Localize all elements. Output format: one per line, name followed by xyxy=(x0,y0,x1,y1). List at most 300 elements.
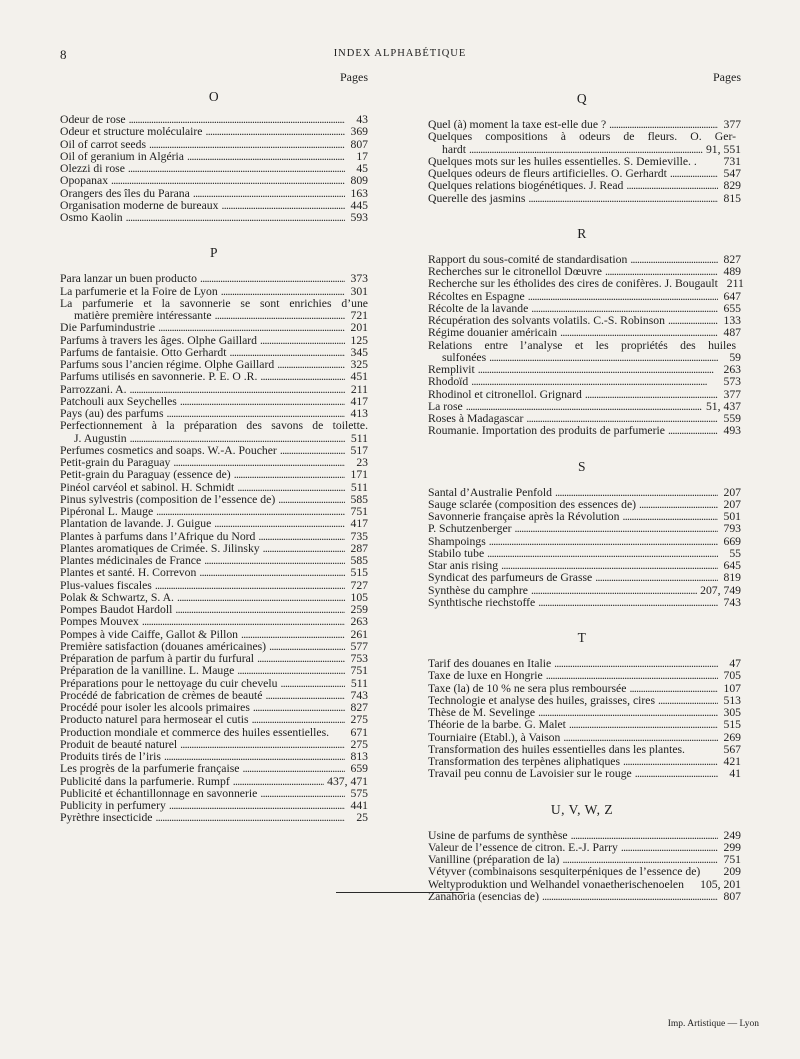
entry-title: Osmo Kaolin xyxy=(60,211,123,224)
entry-title: Usine de parfums de synthèse xyxy=(428,828,568,842)
entry-list xyxy=(60,114,368,224)
dot-leader xyxy=(149,139,345,151)
entry-row xyxy=(428,485,741,499)
entry-row xyxy=(60,322,368,334)
index-entry xyxy=(428,718,741,732)
entry-title: Petit-grain du Paraguay xyxy=(60,456,171,469)
dot-leader xyxy=(528,291,718,303)
entry-row xyxy=(60,776,368,788)
entry-row xyxy=(428,277,744,291)
entry-title: Produits tirés de l’iris xyxy=(60,750,161,763)
dot-leader xyxy=(668,425,718,437)
entry-page: 493 xyxy=(723,424,741,438)
index-entry xyxy=(428,485,741,499)
entry-title: Santal d’Australie Penfold xyxy=(428,485,552,499)
dot-leader xyxy=(158,322,345,334)
dot-leader xyxy=(469,144,703,156)
section-letter: O xyxy=(208,89,220,104)
entry-page: 209 xyxy=(723,865,741,879)
entry-title: Procédé pour isoler les alcools primaires xyxy=(60,701,250,714)
index-entry xyxy=(428,289,741,303)
dot-leader xyxy=(193,188,345,200)
index-entry xyxy=(428,424,741,438)
entry-list xyxy=(428,252,744,438)
dot-leader xyxy=(241,629,345,641)
dot-leader xyxy=(215,310,345,322)
entry-title: Valeur de l’essence de citron. E.-J. Parry xyxy=(428,840,618,854)
entry-page: 659 xyxy=(350,762,368,776)
entry-title: Pinus sylvestris (composition de l’essence de) xyxy=(60,492,276,506)
entry-row xyxy=(60,371,368,383)
entry-row xyxy=(60,335,368,347)
entry-title-line: La parfumerie et la savonnerie se sont enrichies d’une xyxy=(60,296,368,310)
entry-title: Oil of carrot seeds xyxy=(60,137,147,151)
bottom-rule xyxy=(336,892,464,893)
entry-title: Rhodinol et citronellol. Grignard xyxy=(428,387,582,401)
entry-title: Plus-values fiscales xyxy=(60,578,152,592)
entry-title: Thèse de M. Sevelinge xyxy=(428,706,536,719)
dot-leader xyxy=(237,482,345,494)
entry-page: 511 xyxy=(350,676,368,690)
index-entry xyxy=(60,727,368,739)
entry-row xyxy=(60,482,368,494)
entry-page: 735 xyxy=(350,529,368,543)
index-entry xyxy=(60,714,368,726)
entry-page: 585 xyxy=(350,492,368,506)
entry-title: J. Augustin xyxy=(74,431,127,445)
section-spacer xyxy=(428,609,736,623)
dot-leader xyxy=(269,641,345,653)
entry-row xyxy=(428,730,741,744)
dot-leader xyxy=(487,548,718,560)
entry-title: Recherche sur les étholides des cires de conifères. J. Bougault xyxy=(428,277,718,291)
dot-leader xyxy=(257,653,345,665)
entry-title: Roumanie. Importation des produits de parfumerie xyxy=(428,424,665,438)
entry-row xyxy=(60,384,368,396)
entry-row xyxy=(60,665,368,677)
entry-page: 211 xyxy=(726,277,744,291)
entry-row xyxy=(428,583,741,597)
entry-row xyxy=(428,179,741,193)
section-letter: U, V, W, Z xyxy=(550,801,614,817)
entry-title: Polak & Schwartz, S. A. xyxy=(60,590,174,604)
index-entry xyxy=(428,669,741,683)
entry-page: 669 xyxy=(723,534,741,548)
pages-label: Pages xyxy=(340,70,368,84)
entry-title: Synthèse du camphre xyxy=(428,583,528,597)
entry-title: Théorie de la barbe. G. Malet xyxy=(428,718,566,732)
index-entry xyxy=(428,191,741,205)
index-entry xyxy=(60,616,368,628)
entry-page: 299 xyxy=(723,840,741,854)
entry-row xyxy=(428,534,741,548)
index-section xyxy=(60,86,368,224)
entry-page: 105, 201 xyxy=(700,877,741,891)
entry-page: 515 xyxy=(350,566,368,580)
index-entry xyxy=(428,338,741,365)
entry-title: Opopanax xyxy=(60,174,109,188)
entry-row xyxy=(60,188,368,200)
index-entry xyxy=(428,865,741,879)
dot-leader xyxy=(187,151,345,163)
entry-title: Transformation des huiles essentielles dans les plantes. xyxy=(428,742,685,756)
index-entry xyxy=(60,567,368,579)
dot-leader xyxy=(542,891,718,903)
dot-leader xyxy=(222,200,346,212)
dot-leader xyxy=(237,665,345,677)
index-entry xyxy=(428,522,741,536)
entry-title: Roses à Madagascar xyxy=(428,412,524,425)
entry-title: Récolte de la lavande xyxy=(428,301,529,315)
dot-leader xyxy=(555,487,718,499)
dot-leader xyxy=(204,555,345,567)
entry-page: 705 xyxy=(723,669,741,683)
index-entry xyxy=(60,531,368,543)
dot-leader xyxy=(571,830,718,842)
entry-title: Organisation moderne de bureaux xyxy=(60,198,219,212)
entry-page: 207 xyxy=(723,485,741,499)
entry-title: Syndicat des parfumeurs de Grasse xyxy=(428,571,593,585)
entry-page: 287 xyxy=(350,541,368,555)
dot-leader xyxy=(531,585,697,597)
index-entry xyxy=(428,277,744,291)
index-entry xyxy=(428,363,741,376)
dot-leader xyxy=(563,732,718,744)
entry-row xyxy=(60,126,368,138)
entry-title: Odeur de rose xyxy=(60,113,126,126)
dot-leader xyxy=(180,396,345,408)
entry-title: matière première intéressante xyxy=(74,309,212,322)
index-entry xyxy=(60,139,368,151)
dot-leader xyxy=(277,359,345,371)
entry-title: Perfumes cosmetics and soaps. W.-A. Poucher xyxy=(60,443,277,457)
entry-title: Producto naturel para hermosear el cutis xyxy=(60,713,249,727)
entry-title: Querelle des jasmins xyxy=(428,191,526,205)
entry-page: 727 xyxy=(350,578,368,592)
entry-title: Pompes Mouvex xyxy=(60,615,139,629)
dot-leader xyxy=(169,800,345,812)
dot-leader xyxy=(260,335,345,347)
section-spacer xyxy=(60,224,368,238)
dot-leader xyxy=(265,690,345,702)
index-section xyxy=(428,223,744,438)
entry-row xyxy=(428,142,741,156)
entry-title-line: Perfectionnement à la préparation des savons de toilette. xyxy=(60,419,368,433)
entry-page: 585 xyxy=(350,554,368,567)
entry-title: Les progrès de la parfumerie française xyxy=(60,762,240,776)
entry-page: 445 xyxy=(350,198,368,212)
entry-row xyxy=(428,828,741,842)
index-entry xyxy=(428,877,741,891)
entry-row xyxy=(60,273,368,285)
entry-page: 417 xyxy=(350,394,368,408)
entry-page: 743 xyxy=(350,688,368,702)
index-entry xyxy=(428,326,741,340)
section-letter: T xyxy=(577,630,587,645)
entry-row xyxy=(60,763,368,775)
index-entry xyxy=(428,130,741,156)
entry-list xyxy=(60,273,368,824)
index-entry xyxy=(60,665,368,677)
entry-row xyxy=(60,812,368,824)
dot-leader xyxy=(489,352,718,364)
entry-title: Quelques relations biogénétiques. J. Read xyxy=(428,179,624,193)
entry-row xyxy=(60,139,368,151)
entry-title: Parfums de fantaisie. Otto Gerhardt xyxy=(60,345,227,359)
entry-page: 645 xyxy=(723,559,741,572)
entry-page: 829 xyxy=(723,179,741,193)
entry-page: 417 xyxy=(350,517,368,531)
entry-title: Transformation des terpènes aliphatiques xyxy=(428,755,621,768)
entry-title: Orangers des îles du Parana xyxy=(60,186,190,200)
dot-leader xyxy=(478,364,718,376)
entry-title: Technologie et analyse des huiles, graisses, cires xyxy=(428,693,656,707)
entry-row xyxy=(60,175,368,187)
entry-page: 559 xyxy=(723,412,741,425)
entry-title: Plantes et santé. H. Correvon xyxy=(60,566,197,580)
entry-page: 275 xyxy=(350,713,368,727)
section-spacer xyxy=(428,205,736,219)
entry-row xyxy=(428,522,741,536)
dot-leader xyxy=(528,193,718,205)
entry-row xyxy=(428,718,741,732)
dot-leader xyxy=(221,286,345,298)
entry-title: Publicité et échantillonnage en savonnerie xyxy=(60,786,258,800)
entry-page: 377 xyxy=(723,387,741,401)
dot-leader xyxy=(658,695,718,707)
dot-leader xyxy=(130,433,345,445)
entry-page: 269 xyxy=(723,730,741,744)
dot-leader xyxy=(214,518,345,530)
entry-page: 171 xyxy=(350,468,368,482)
entry-page: 441 xyxy=(350,799,368,812)
entry-title: Rapport du sous-comité de standardisation xyxy=(428,252,628,266)
index-section xyxy=(428,799,741,904)
entry-list xyxy=(428,828,741,904)
entry-page: 751 xyxy=(350,505,368,518)
entry-title: Oil of geranium in Algéria xyxy=(60,149,184,163)
entry-page: 207, 749 xyxy=(700,583,741,597)
dot-leader xyxy=(623,756,718,768)
entry-row xyxy=(428,865,741,879)
entry-page: 259 xyxy=(350,603,368,616)
index-entry xyxy=(60,175,368,187)
entry-page: 201 xyxy=(350,321,368,335)
index-section xyxy=(428,456,741,610)
entry-title: Plantes aromatiques de Crimée. S. Jilinsky xyxy=(60,541,260,555)
dot-leader xyxy=(111,175,345,187)
entry-title: Die Parfumindustrie xyxy=(60,321,156,335)
entry-page: 41 xyxy=(729,767,741,781)
dot-leader xyxy=(253,702,345,714)
index-entry xyxy=(428,767,741,781)
entry-title: Pinéol carvéol et sabinol. H. Schmidt xyxy=(60,480,235,494)
dot-leader xyxy=(175,604,345,616)
entry-list xyxy=(428,118,741,205)
entry-page: 263 xyxy=(350,615,368,629)
entry-title: Vétyver (combinaisons sesquiterpéniques de l’essence de) xyxy=(428,865,701,879)
entry-row xyxy=(60,433,368,445)
entry-page: 827 xyxy=(723,252,741,266)
entry-title: Rhodoïd xyxy=(428,375,469,389)
entry-page: 751 xyxy=(723,853,741,866)
dot-leader xyxy=(126,212,345,224)
entry-page: 23 xyxy=(356,456,368,469)
index-entry xyxy=(60,384,368,396)
index-entry xyxy=(60,469,368,481)
entry-title: sulfonées xyxy=(442,350,487,364)
entry-page: 575 xyxy=(350,786,368,800)
entry-title: Quel (à) moment la taxe est-elle due ? xyxy=(428,118,607,131)
entry-row xyxy=(60,580,368,592)
dot-leader xyxy=(260,788,345,800)
section-spacer xyxy=(428,781,736,795)
entry-page: 59 xyxy=(729,350,741,364)
dot-leader xyxy=(278,494,345,506)
index-entry xyxy=(60,371,368,383)
index-entry xyxy=(428,595,741,609)
index-entry xyxy=(60,629,368,641)
entry-page: 819 xyxy=(723,571,741,585)
entry-row xyxy=(60,212,368,224)
entry-page: 573 xyxy=(723,375,741,389)
entry-page: 501 xyxy=(723,510,741,523)
entry-title: Petit-grain du Paraguay (essence de) xyxy=(60,468,231,482)
entry-title: La parfumerie et la Foire de Lyon xyxy=(60,284,218,298)
entry-page: 731 xyxy=(723,154,741,168)
entry-page: 815 xyxy=(723,191,741,205)
entry-title: Parfums utilisés en savonnerie. P. E. O .R. xyxy=(60,370,258,384)
section-letter: R xyxy=(577,225,587,241)
dot-leader xyxy=(142,616,345,628)
dot-leader xyxy=(670,168,718,180)
dot-leader xyxy=(471,376,718,388)
dot-leader xyxy=(233,776,324,788)
entry-page: 51, 437 xyxy=(705,399,741,413)
entry-title: Publicité dans la parfumerie. Rumpf xyxy=(60,774,230,788)
entry-title: Parfums à travers les âges. Olphe Gaillard xyxy=(60,333,257,347)
entry-title: La rose xyxy=(428,399,463,413)
dot-leader xyxy=(280,445,345,457)
section-letter: S xyxy=(577,458,586,474)
dot-leader xyxy=(205,126,345,138)
entry-page: 647 xyxy=(723,289,741,303)
index-entry xyxy=(60,518,368,530)
entry-title: Plantation de lavande. J. Guigue xyxy=(60,517,212,531)
entry-row xyxy=(428,289,741,303)
entry-page: 55 xyxy=(729,546,741,560)
dot-leader xyxy=(629,683,718,695)
entry-page: 261 xyxy=(350,627,368,641)
entry-page: 487 xyxy=(723,326,741,340)
entry-title: Parrozzani. A. xyxy=(60,382,127,396)
entry-title: Weltyproduktion und Welhandel vonaetherischenoelen xyxy=(428,877,684,891)
dot-leader xyxy=(156,812,346,824)
index-entry xyxy=(60,335,368,347)
entry-page: 451 xyxy=(350,370,368,384)
index-entry xyxy=(428,889,741,903)
entry-page: 413 xyxy=(350,407,368,420)
index-entry xyxy=(428,730,741,744)
index-entry xyxy=(428,828,741,842)
index-entry xyxy=(428,534,741,548)
index-entry xyxy=(60,580,368,592)
index-entry xyxy=(428,179,741,193)
index-entry xyxy=(60,322,368,334)
index-entry xyxy=(428,375,741,389)
entry-title: Olezzi di rose xyxy=(60,162,125,175)
index-entry xyxy=(60,678,368,690)
entry-title: Publicity in perfumery xyxy=(60,799,166,812)
page-number: 8 xyxy=(60,47,67,62)
dot-leader xyxy=(489,536,718,548)
index-section xyxy=(428,88,741,205)
index-entry xyxy=(60,188,368,200)
entry-title-line: Quelques compositions à odeurs de fleurs. O. Ger- xyxy=(428,130,736,144)
entry-page: 827 xyxy=(350,701,368,714)
entry-title: hardt xyxy=(442,142,467,156)
entry-page: 207 xyxy=(723,497,741,511)
entry-row xyxy=(428,326,741,340)
index-entry xyxy=(60,420,368,445)
dot-leader xyxy=(538,597,718,609)
entry-title: Zanahoria (esencias de) xyxy=(428,889,539,903)
index-section xyxy=(428,627,741,781)
index-entry xyxy=(60,273,368,285)
entry-page: 377 xyxy=(723,118,741,131)
entry-page: 517 xyxy=(350,443,368,457)
dot-leader xyxy=(635,768,718,780)
entry-row xyxy=(60,531,368,543)
entry-row xyxy=(60,286,368,298)
dot-leader xyxy=(260,371,345,383)
entry-title: Quelques mots sur les huiles essentielles. S. Demieville. . xyxy=(428,154,697,168)
entry-page: 813 xyxy=(350,750,368,763)
index-entry xyxy=(60,482,368,494)
right-column xyxy=(428,70,744,903)
entry-row xyxy=(428,889,741,903)
entry-row xyxy=(60,678,368,690)
dot-leader xyxy=(569,719,718,731)
entry-title: Pays (au) des parfums xyxy=(60,407,164,420)
entry-row xyxy=(60,567,368,579)
entry-title: Préparations pour le nettoyage du cuir chevelu xyxy=(60,676,278,690)
entry-title: Pompes Baudot Hardoll xyxy=(60,603,173,616)
entry-page: 107 xyxy=(723,681,741,695)
entry-page: 593 xyxy=(350,211,368,224)
dot-leader xyxy=(621,842,718,854)
index-entry xyxy=(60,776,368,788)
dot-leader xyxy=(199,567,345,579)
index-entry xyxy=(60,126,368,138)
entry-row xyxy=(428,363,741,376)
index-entry xyxy=(60,812,368,824)
entry-title: Savonnerie française après la Révolution xyxy=(428,510,620,523)
entry-title: Odeur et structure moléculaire xyxy=(60,125,203,139)
dot-leader xyxy=(258,531,345,543)
entry-title: Procédé de fabrication de crèmes de beauté xyxy=(60,688,263,702)
entry-title: Plantes à parfums dans l’Afrique du Nord xyxy=(60,529,256,543)
entry-title: Récoltes en Espagne xyxy=(428,289,525,303)
entry-row xyxy=(428,387,741,401)
entry-title: Recherches sur le citronellol Dœuvre xyxy=(428,265,602,278)
dot-leader xyxy=(630,254,718,266)
entry-page: 43 xyxy=(356,113,368,126)
entry-row xyxy=(60,518,368,530)
index-entry xyxy=(60,298,368,323)
entry-page: 305 xyxy=(723,706,741,719)
entry-title: Vanilline (préparation de la) xyxy=(428,853,560,866)
